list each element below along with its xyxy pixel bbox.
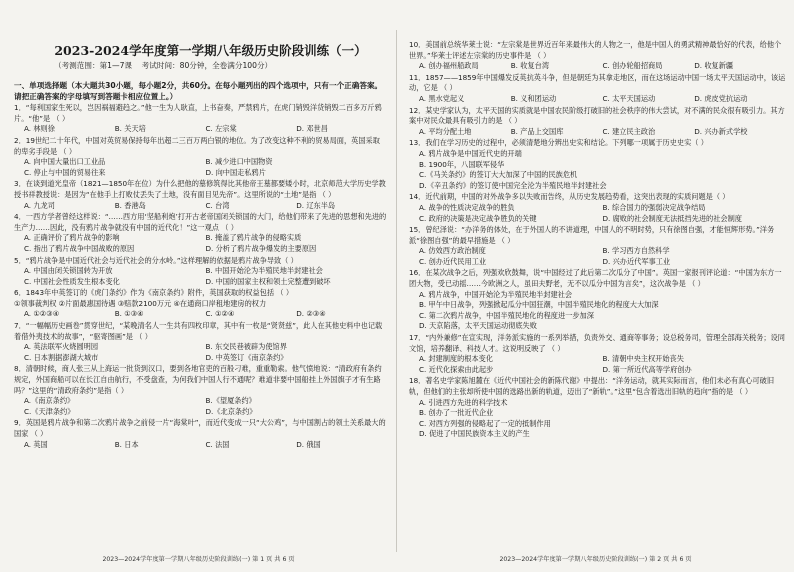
- answer-option: C. 创办轮船招商局: [602, 61, 663, 71]
- answer-option: C. 太平天国运动: [602, 93, 656, 103]
- answer-option: A. 英法联军火烧圆明园: [24, 342, 99, 352]
- question-item: [409, 73, 786, 105]
- question-text: 5．“鸦片战争是中国近代社会与近代社会的分水岭。”这样理解的依据是鸦片战争导致（ ）: [14, 255, 298, 265]
- answer-option: A. 林则徐: [24, 124, 55, 134]
- answer-option: A. 创办福州船政局: [419, 61, 479, 71]
- answer-option: C. 日本割据澎湖大城市: [24, 352, 99, 362]
- question-text: 11．1857——1859年中国爆发反英抗英斗争，但是朝廷为其拿走地区，而在这场运动中国一场太平天国运动中，该运动，它是 （ ）: [409, 72, 786, 93]
- answer-option: B.《望厦条约》: [205, 396, 256, 406]
- option-group: [14, 124, 387, 135]
- answer-option: B. 创办了一批近代企业: [419, 408, 494, 418]
- answer-option: D. 中英签订《南京条约》: [205, 352, 288, 362]
- question-item: [14, 256, 387, 288]
- exam-page-2: [397, 0, 794, 572]
- question-text: 6．1843年中英签订的《虎门条约》作为《南京条约》附件，英国获取的权益包括 （ ） ①领事裁判权 ②片面最惠国待遇 ③赔款2100万元 ④在通商口岸租地建房的权力: [14, 288, 294, 308]
- question-text: 8．清朝时候，商人张三从上海运一批货到汉口，要到各地官吏的百般刁难，重重勒索。他气愤地说：“清政府有条约规定，外国商船可以在长江自由航行，不受盘查，为何我们中国人行不通呢？难道非要中国船挂上外国旗子才有生路吗？”这里的“清政府条约”是指（ ）: [14, 364, 382, 395]
- question-text: 10．美国前总统华莱士说：“左宗棠是世界近百年来最伟大的人物之一，他是中国人的勇武精神最恰好的代表，给他个世界。”华莱士评述左宗棠的历史事件是 （ ）: [409, 40, 782, 60]
- question-item: [409, 333, 786, 375]
- answer-option: A. 平均分配土地: [419, 126, 472, 136]
- page-2-content: [409, 40, 786, 441]
- answer-option: B. 清朝中央主权开始丧失: [602, 354, 684, 364]
- option-group: [409, 61, 786, 72]
- option-group: [14, 201, 387, 212]
- answer-option: D. 辽东半岛: [296, 200, 336, 210]
- question-text: 12．某史学家认为，太平天国的实质就是中国农民阶级打破旧的社会秩序的伟大尝试，对不满的民众很有吸引力。其方案中对民众最具有吸引力的是 （ ）: [409, 105, 785, 126]
- question-item: [14, 418, 387, 450]
- option-group: [14, 342, 387, 363]
- answer-option: D. 腐败的社会制度无法抵挡先进的社会制度: [602, 213, 742, 223]
- answer-option: D. 邓世昌: [296, 124, 328, 134]
- answer-option: B. 掩盖了鸦片战争的侵略实质: [205, 233, 302, 243]
- option-group: [409, 94, 786, 105]
- answer-option: C. 政府的决策是决定战争胜负的关键: [419, 213, 537, 223]
- answer-option: B. 香港岛: [114, 200, 146, 210]
- question-text: 1．“每利国家生死以，岂因祸福避趋之。”他一生为人耿直，上书奋奏，严禁鸦片，在虎门销毁洋货销毁二百多万斤鸦片。“他”是 （ ）: [14, 103, 382, 123]
- answer-option: C. 台湾: [205, 200, 230, 210]
- answer-option: B. 减少进口中国物资: [205, 157, 273, 167]
- answer-option: D. ②③④: [296, 309, 326, 319]
- option-group: [409, 149, 786, 191]
- answer-option: D.《辛丑条约》的签订使中国完全沦为半殖民地半封建社会: [419, 180, 607, 190]
- answer-option: C. 创办近代民用工业: [419, 256, 487, 266]
- question-item: [14, 179, 387, 211]
- answer-option: D. 虎皮党抗运动: [694, 93, 748, 103]
- answer-option: A.《南京条约》: [24, 396, 75, 406]
- answer-option: B. 日本: [114, 439, 139, 449]
- page-1-content: [14, 0, 387, 451]
- answer-option: C.《天津条约》: [24, 406, 75, 416]
- question-item: [409, 376, 786, 440]
- question-text: 13．我们在学习历史的过程中，必须清楚地分辨出史实和结论。下列哪一项属于历史史实（ ）: [409, 138, 708, 148]
- answer-option: C. 法国: [205, 439, 230, 449]
- option-group: [409, 127, 786, 138]
- page-footer-2: 2023—2024学年度第一学期八年级历史阶段训练(一) 第 2 页 共 6 页: [499, 556, 692, 564]
- option-group: [14, 266, 387, 287]
- answer-option: D. 第一所近代高等学府创办: [602, 364, 692, 374]
- answer-option: D. 促进了中国民族资本主义的产生: [419, 429, 530, 439]
- answer-option: C. 对西方列强的侵略起了一定的抵制作用: [419, 418, 551, 428]
- question-item: [14, 212, 387, 254]
- page-footer-1: 2023—2024学年度第一学期八年级历史阶段训练(一) 第 1 页 共 6 页: [102, 556, 295, 564]
- answer-option: C. 中国社会性质发生根本变化: [24, 276, 120, 286]
- answer-option: A. 正确评价了鸦片战争的影响: [24, 233, 120, 243]
- answer-option: C. 左宗棠: [205, 124, 237, 134]
- answer-option: D. 中国的国家主权和领土完整遭到破坏: [205, 276, 331, 286]
- answer-option: A. 仿效西方政治制度: [419, 246, 486, 256]
- question-text: 14．近代前期，中国的对外战争多以失败而告终，从历史发展趋势看，这突出表现的实质问题是（ ）: [409, 192, 730, 202]
- question-text: 7．“一幅幅历史画卷”贯穿世纪，“某晚清名人一生共有四枚印章，其中有一枚是“贤贤兹”，此人在其他史料中也记载着借外夷技术的故事”，“驱寄图画”是 （ ）: [14, 321, 383, 341]
- answer-option: C.《马关条约》的签订大大加深了中国的民族危机: [419, 170, 578, 180]
- question-item: [409, 225, 786, 267]
- answer-option: B. 甲午中日战争，列强掀起瓜分中国狂潮，中国半殖民地化的程度大大加深: [419, 300, 659, 310]
- question-item: [14, 321, 387, 363]
- option-group: [409, 203, 786, 224]
- answer-option: D. 兴办新式学校: [694, 126, 748, 136]
- answer-option: D. 俄国: [296, 439, 321, 449]
- answer-option: A. 引进西方先进的科学技术: [419, 397, 508, 407]
- answer-option: A. 鸦片战争是中国近代史的开端: [419, 148, 522, 158]
- section-heading: 一、单项选择题（本大题共30小题，每小题2分，共60分。在每小题列出的四个选项中，只有一个正确答案。请把正确答案的字母填写到答题卡相应位置上。）: [14, 81, 383, 102]
- answer-option: B. 中国开始沦为半殖民地半封建社会: [205, 266, 323, 276]
- question-text: 2．19世纪二十年代，中国对英贸易保持每年出超二三百万两白银的地位。为了改变这种不利的贸易局面，英国采取的卑劣手段是 （ ）: [14, 135, 380, 156]
- answer-option: A. ①②③④: [24, 309, 60, 319]
- option-group: [14, 157, 387, 178]
- answer-option: D. 收复新疆: [694, 61, 734, 71]
- question-text: 16．在某次战争之后，列强欢欣鼓舞，说“中国经过了此后第二次瓜分了中国”。英国一家报刊评论道：“中国为东方一团大物，受已动摇……今欧洲之人，虽田夫野老，无不以瓜分中国为言矣”，这次战争是 （ ）: [409, 268, 782, 289]
- answer-option: C. 建立民主政治: [602, 126, 656, 136]
- option-group: [14, 440, 387, 451]
- question-list-page-2: [409, 40, 786, 440]
- question-text: 3．在谈到道光皇帝（1821—1850年在位）为什么把他的墓修筑得比其他帝王墓都要矮小时，北京师范大学历史学教授书祥教授说：是因为“在他手上打败仗丢失了土地，没有面目见先帝”。这里所说的“土地”是指 （ ）: [14, 179, 386, 199]
- question-item: [14, 364, 387, 417]
- question-item: [409, 138, 786, 191]
- answer-option: B. ①③④: [114, 309, 144, 319]
- question-item: [14, 288, 387, 320]
- answer-option: C. ①②④: [205, 309, 235, 319]
- question-text: 15．曾纪泽说：“办洋务的体处，在于外国人的不讲道理，中国人的不明时势，只有徐图自强，才能恒辉形势。”洋务派“徐图自强”的最早措施是 （ ）: [409, 225, 775, 245]
- answer-option: A. 战争的性质决定战争的胜负: [419, 202, 515, 212]
- answer-option: D. 兴办近代军事工业: [602, 256, 671, 266]
- question-list-page-1: [14, 103, 387, 450]
- option-group: [14, 233, 387, 254]
- answer-option: C. 近代化探索由此起步: [419, 364, 494, 374]
- answer-option: A. 中国由闭关锁国转为开放: [24, 266, 113, 276]
- question-item: [14, 136, 387, 178]
- question-text: 9．英国是鸦片战争和第二次鸦片战争之前侵一片“海棠叶”，而近代变成一只“大公鸡”，与中国割占的领土关系最大的国家 （ ）: [14, 418, 386, 438]
- question-text: 4．一西方学者曾经这样说：“……西方用‘坚船利炮’打开古老帝国闭关锁国的大门，给他们带来了先进的思想和先进的生产力……因此，没有鸦片战争就没有中国的近代化！”这一观点 （ ）: [14, 212, 387, 232]
- answer-option: D. 向中国走私鸦片: [205, 167, 266, 177]
- answer-option: B. 综合国力的强弱决定战争结局: [602, 202, 706, 212]
- option-group: [14, 396, 387, 417]
- answer-option: B. 关天培: [114, 124, 146, 134]
- option-group: [409, 398, 786, 440]
- question-item: [409, 268, 786, 332]
- answer-option: C. 第二次鸦片战争，中国半殖民地化的程度进一步加深: [419, 310, 594, 320]
- question-item: [409, 40, 786, 72]
- answer-option: A. 九龙司: [24, 200, 55, 210]
- answer-option: B. 义和团运动: [510, 93, 557, 103]
- answer-option: A. 英国: [24, 439, 48, 449]
- answer-option: B. 1900年，八国联军侵华: [419, 159, 505, 169]
- answer-option: C. 停止与中国的贸易往来: [24, 167, 106, 177]
- answer-option: D.《北京条约》: [205, 406, 257, 416]
- exam-title: 2023-2024学年度第一学期八年级历史阶段训练（一）: [54, 43, 367, 58]
- exam-scope: （考测范围：第1—7课 考试时间：80分钟，全卷满分100分）: [54, 60, 273, 70]
- answer-option: D. 天京陷落，太平天国运动彻底失败: [419, 321, 537, 331]
- question-text: 17．“内外兼修”在宣实现，洋务派实施的一系列举措，负责外交、通商等事务；设总税务司，管理全部海关税务；设同文馆，培养翻译、科技人才。这说明反映了 （ ）: [409, 333, 785, 353]
- answer-option: C. 指出了鸦片战争中国战败的原因: [24, 243, 135, 253]
- answer-option: B. 收复台湾: [510, 61, 550, 71]
- answer-option: A. 鸦片战争，中国开始沦为半殖民地半封建社会: [419, 289, 573, 299]
- answer-option: B. 产品上交国库: [510, 126, 564, 136]
- answer-option: A. 封建制度的根本变化: [419, 354, 494, 364]
- answer-option: A. 向中国大量出口工业品: [24, 157, 106, 167]
- question-text: 18．著名史学家陈旭麓在《近代中国社会的新陈代谢》中提出：“洋务运动，就其实际而言，他们未必有真心可破旧轨，但他们的主张却所使中国的选路出新的轨道，迈出了“新轨”。”这里“包含着选出旧轨的趋向”指的是 （ ）: [409, 376, 775, 396]
- option-group: [409, 354, 786, 375]
- answer-option: B. 东交民巷被辟为使馆界: [205, 342, 287, 352]
- question-item: [14, 103, 387, 135]
- option-group: [409, 290, 786, 332]
- question-item: [409, 106, 786, 138]
- option-group: [14, 309, 387, 320]
- answer-option: D. 分析了鸦片战争爆发的主要原因: [205, 243, 317, 253]
- question-item: [409, 192, 786, 224]
- answer-option: B. 学习西方自然科学: [602, 246, 670, 256]
- answer-option: A. 黑水党起义: [419, 93, 465, 103]
- option-group: [409, 246, 786, 267]
